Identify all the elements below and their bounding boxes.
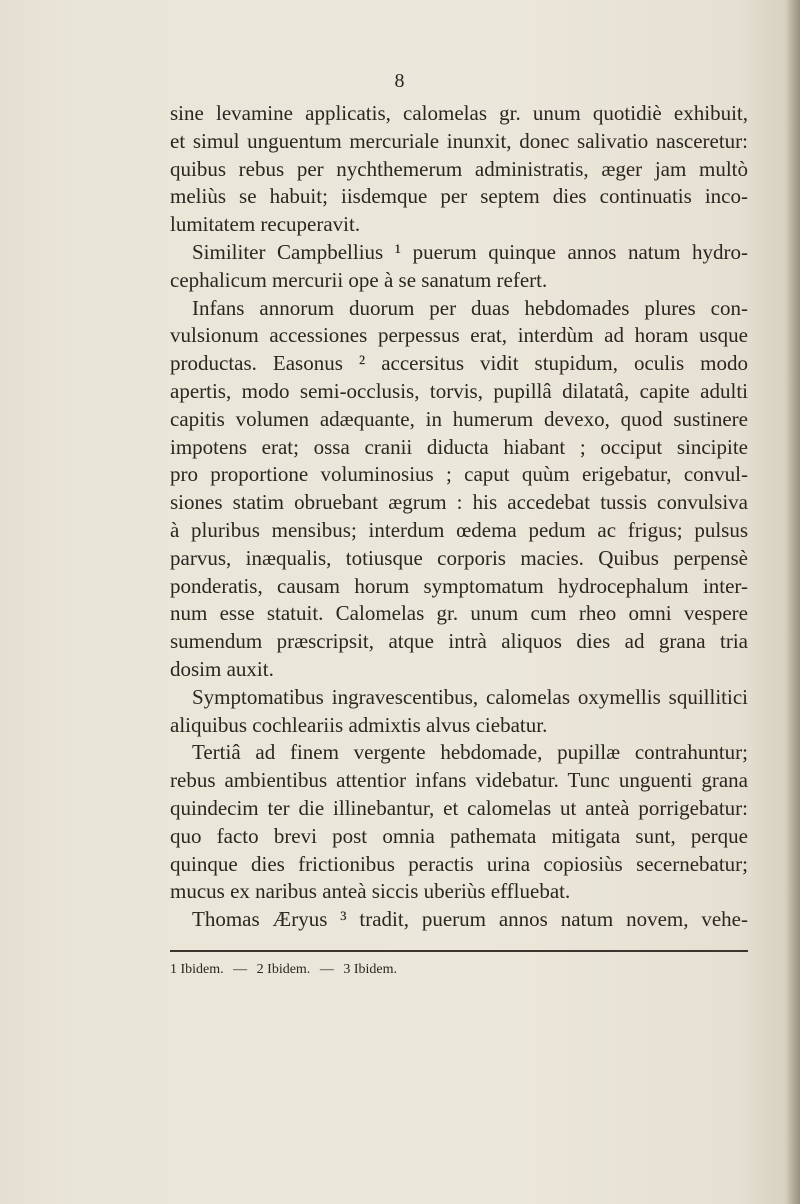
text-line: aliquibus cochleariis admixtis alvus ciebatur. — [170, 712, 548, 737]
footnote-2: 2 Ibidem. — [256, 962, 311, 977]
text-line: mucus ex naribus anteà siccis uberiùs effluebat. — [170, 879, 571, 904]
text-line: quibus rebus per nychthemerum administratis, æger jam multò — [170, 156, 748, 181]
text-line: vulsionum accessiones perpessus erat, interdùm ad horam usque — [170, 323, 748, 348]
text-line: lumitatem recuperavit. — [170, 212, 361, 237]
text-line: cephalicum mercurii ope à se sanatum refert. — [170, 267, 548, 292]
text-line: sine levamine applicatis, calomelas gr. unum quotidiè exhibuit, — [170, 101, 748, 125]
text-line: quindecim ter die illinebantur, et calomelas ut anteà porrigebatur: — [170, 795, 748, 820]
text-line: capitis volumen adæquante, in humerum devexo, quod sustinere — [170, 406, 748, 431]
page-edge-shadow — [786, 0, 800, 1204]
text-line: quinque dies frictionibus peractis urina copiosiùs secernebatur; — [170, 851, 748, 876]
text-line: Symptomatibus ingravescentibus, calomelas oxymellis squillitici — [192, 684, 748, 709]
text-line: rebus ambientibus attentior infans videbatur. Tunc unguenti grana — [170, 768, 748, 793]
text-line: impotens erat; ossa cranii diducta hiabant ; occiput sincipite — [170, 434, 748, 459]
text-line: quo facto brevi post omnia pathemata mitigata sunt, perque — [170, 823, 748, 848]
text-line: productas. Easonus ² accersitus vidit stupidum, oculis modo — [170, 351, 748, 376]
text-line: meliùs se habuit; iisdemque per septem dies continuatis inco- — [170, 184, 748, 209]
footnote-rule — [170, 950, 748, 952]
text-line: Similiter Campbellius ¹ puerum quinque annos natum hydro- — [192, 239, 748, 264]
text-line: pro proportione voluminosius ; caput quùm erigebatur, convul- — [170, 462, 748, 487]
page-number: 8 — [394, 70, 406, 92]
footnote-3: 3 Ibidem. — [343, 962, 397, 977]
text-line: et simul unguentum mercuriale inunxit, donec salivatio nasceretur: — [170, 128, 748, 153]
footnotes — [170, 960, 748, 980]
text-line: sumendum præscripsit, atque intrà aliquos dies ad grana tria — [170, 629, 748, 654]
text-line: à pluribus mensibus; interdum œdema pedum ac frigus; pulsus — [170, 517, 748, 542]
footnote-separator: — — [319, 962, 334, 977]
text-line: Tertiâ ad finem vergente hebdomade, pupillæ contrahuntur; — [192, 740, 748, 765]
body-text — [170, 100, 748, 934]
footnote-separator: — — [233, 962, 248, 977]
text-line: apertis, modo semi-occlusis, torvis, pupillâ dilatatâ, capite adulti — [170, 378, 748, 403]
text-line: num esse statuit. Calomelas gr. unum cum rheo omni vespere — [170, 601, 748, 626]
text-line: dosim auxit. — [170, 656, 274, 681]
text-line: Thomas Æryus ³ tradit, puerum annos natum novem, vehe- — [192, 907, 748, 932]
footnote-1: 1 Ibidem. — [170, 962, 224, 977]
text-line: Infans annorum duorum per duas hebdomades plures con- — [192, 295, 748, 320]
text-line: siones statim obruebant ægrum : his accedebat tussis convulsiva — [170, 490, 748, 515]
text-line: ponderatis, causam horum symptomatum hydrocephalum inter- — [170, 573, 748, 598]
text-line: parvus, inæqualis, totiusque corporis macies. Quibus perpensè — [170, 545, 748, 570]
